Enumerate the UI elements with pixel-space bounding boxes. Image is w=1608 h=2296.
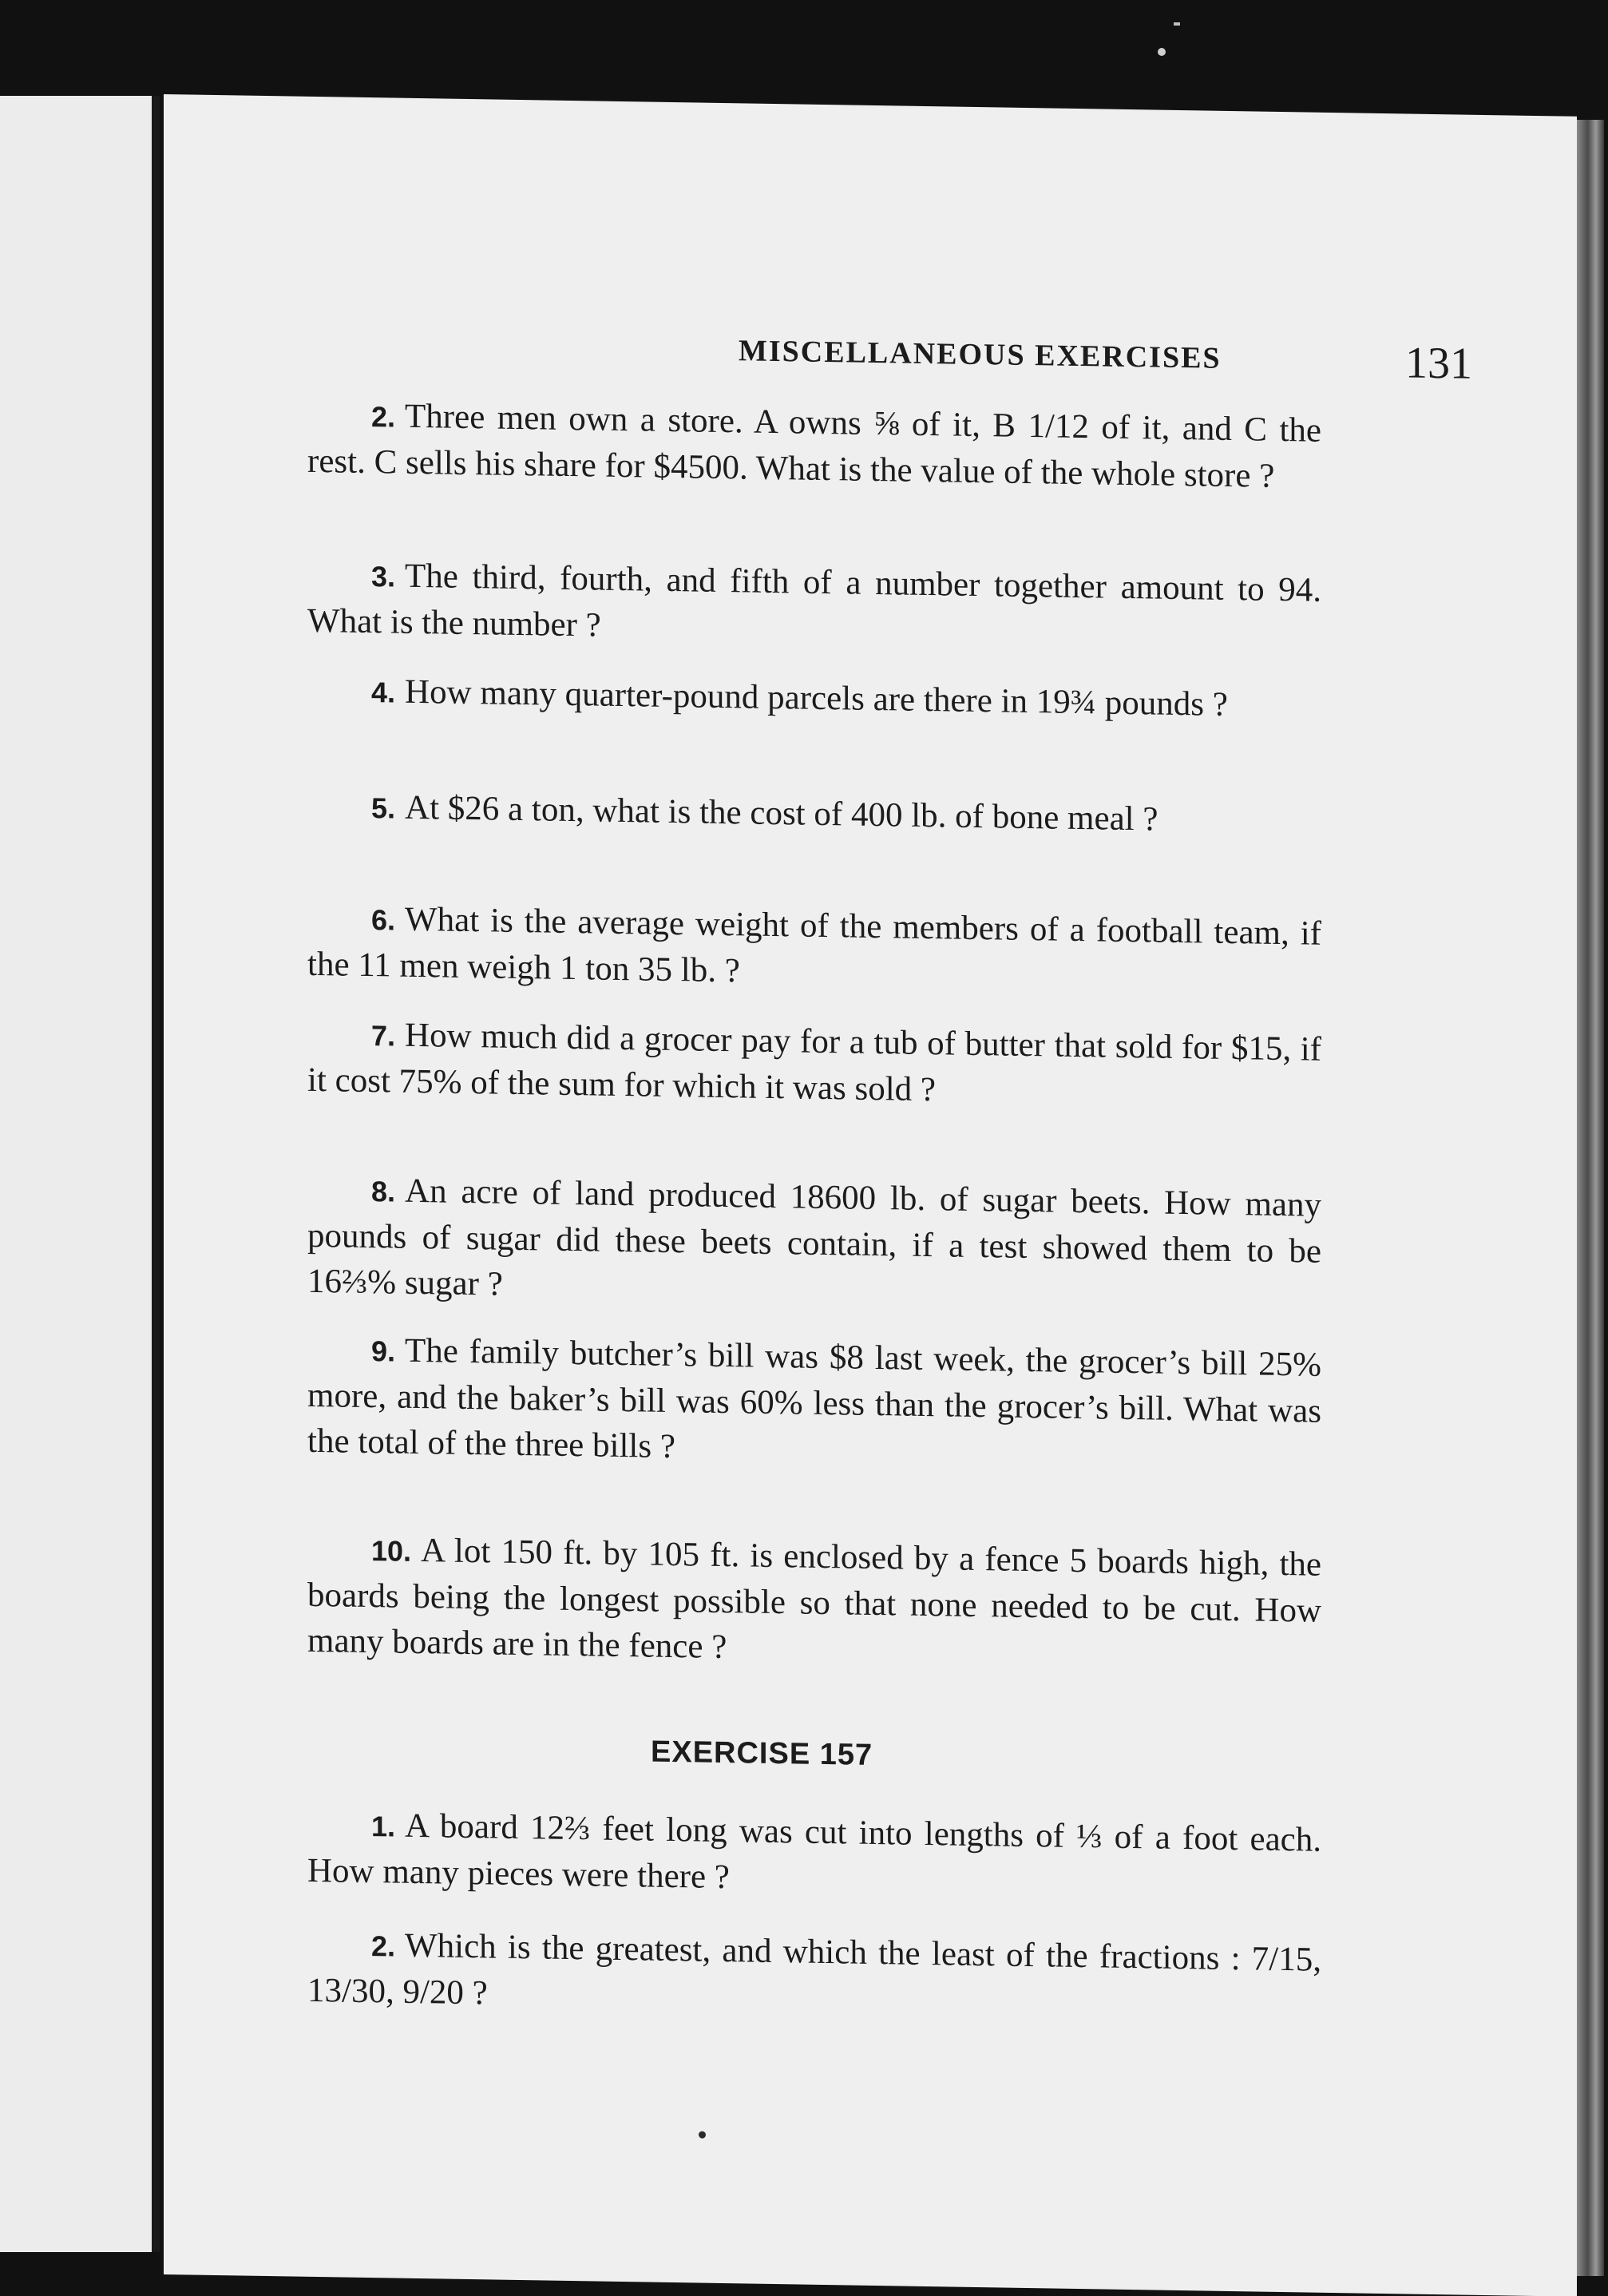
problem-number: 9. [371, 1334, 396, 1368]
problem-number: 4. [371, 676, 396, 709]
exercise-problem-2 [307, 1921, 1321, 2029]
print-dot [699, 2131, 706, 2139]
page-number: 131 [1405, 338, 1472, 389]
book-page [164, 94, 1577, 2296]
problem-9 [307, 1326, 1321, 1480]
problem-text: How much did a grocer pay for a tub of butter that sold for $15, if it cost 75% of the sum for which it was sold ? [307, 1016, 1321, 1109]
problem-number: 5. [371, 791, 396, 825]
problem-text: A lot 150 ft. by 105 ft. is enclosed by a fence 5 boards high, the boards being the longest possible so that none needed to be cut. How many boards are in the fence ? [307, 1532, 1321, 1667]
scan-speck [1174, 22, 1180, 26]
problem-7 [307, 1011, 1321, 1119]
problem-text: A board 12⅔ feet long was cut into lengths of ⅓ of a foot each. How many pieces were there ? [307, 1806, 1321, 1897]
problem-6 [307, 895, 1321, 1003]
exercise-problem-1 [307, 1802, 1321, 1909]
problem-5 [307, 783, 1321, 846]
problem-number: 10. [371, 1534, 412, 1568]
problem-3 [307, 552, 1321, 660]
problem-text: The family butcher’s bill was $8 last week, the grocer’s bill 25% more, and the baker’s bill was 60% less than the grocer’s bill. What was the total of the three bills ? [307, 1331, 1321, 1466]
page-thickness-edge [1577, 120, 1604, 2276]
problem-8 [307, 1167, 1321, 1320]
problem-number: 2. [371, 400, 396, 434]
problem-text: What is the average weight of the members of a football team, if the 11 men weigh 1 ton 35 lb. ? [307, 900, 1321, 990]
problem-number: 7. [371, 1019, 396, 1053]
facing-page-edge [0, 96, 160, 2252]
problem-2 [307, 392, 1321, 500]
problem-text: An acre of land produced 18600 lb. of sugar beets. How many pounds of sugar did these beets contain, if a test showed them to be 16⅔% sugar ? [307, 1172, 1321, 1303]
problem-text: How many quarter-pound parcels are there in 19¾ pounds ? [405, 672, 1228, 724]
problem-number: 1. [371, 1810, 396, 1843]
problem-text: The third, fourth, and fifth of a number together amount to 94. What is the number ? [307, 557, 1321, 644]
problem-text: Which is the greatest, and which the least of the fractions : 7/15, 13/30, 9/20 ? [307, 1926, 1321, 2012]
problem-number: 3. [371, 560, 396, 593]
scan-speck [1158, 48, 1166, 56]
problem-number: 8. [371, 1175, 396, 1208]
running-title: MISCELLANEOUS EXERCISES [739, 334, 1222, 375]
problem-10 [307, 1526, 1321, 1679]
problem-number: 2. [371, 1929, 396, 1963]
problem-number: 6. [371, 903, 396, 937]
problem-text: At $26 a ton, what is the cost of 400 lb. of bone meal ? [405, 788, 1158, 839]
exercise-heading: EXERCISE 157 [651, 1735, 873, 1772]
page-header [579, 324, 1497, 402]
problem-text: Three men own a store. A owns ⅝ of it, B 1/12 of it, and C the rest. C sells his share for $4500. What is the value of the whole store ? [307, 397, 1321, 495]
problem-4 [307, 668, 1321, 730]
